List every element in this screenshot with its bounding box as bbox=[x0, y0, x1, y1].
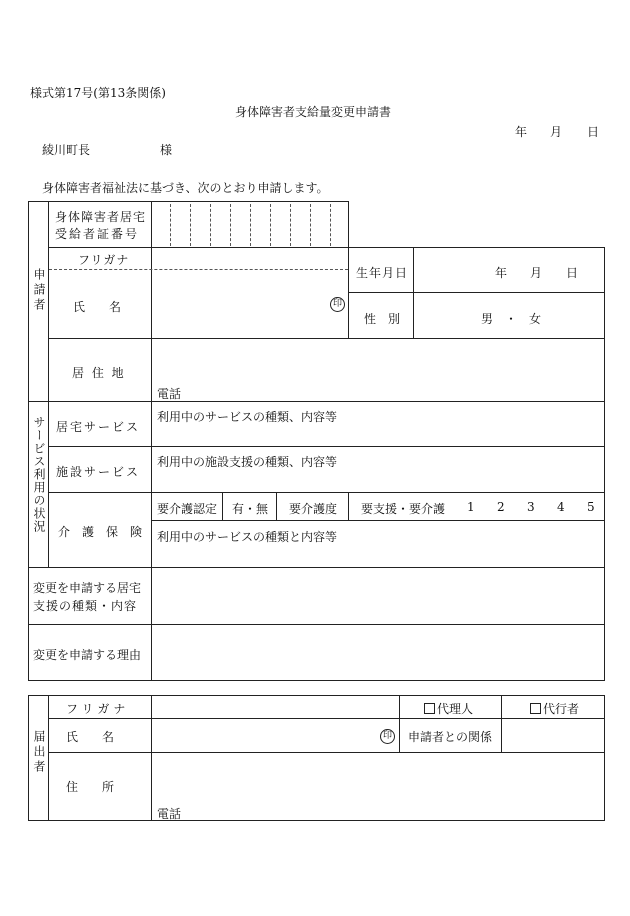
sex-options[interactable]: 男 ・ 女 bbox=[481, 312, 542, 326]
notifier-address-label: 住 所 bbox=[66, 780, 115, 794]
notifier-seal-mark: 印 bbox=[380, 729, 395, 744]
date-year-label: 年 bbox=[515, 125, 528, 139]
birth-month-label: 月 bbox=[530, 266, 543, 280]
change-type-label-2: 支援の種類・内容 bbox=[33, 599, 138, 613]
cert-number-label-2: 受給者証番号 bbox=[55, 227, 140, 241]
agent-checkbox-box[interactable] bbox=[424, 703, 435, 714]
home-service-field[interactable] bbox=[152, 425, 604, 445]
applicant-section-label: 申請者 bbox=[32, 268, 46, 313]
form-title: 身体障害者支給量変更申請書 bbox=[235, 105, 392, 119]
date-month-label: 月 bbox=[550, 125, 563, 139]
birth-year-label: 年 bbox=[495, 266, 508, 280]
care-certification-options[interactable]: 有・無 bbox=[232, 502, 269, 516]
change-type-field[interactable] bbox=[152, 568, 604, 624]
form-number: 様式第17号(第13条関係) bbox=[30, 86, 166, 100]
support-care-label: 要支援・要介護 bbox=[361, 502, 446, 516]
date-day-label: 日 bbox=[587, 125, 600, 139]
facility-service-label: 施設サービス bbox=[56, 465, 141, 479]
birthdate-label: 生年月日 bbox=[356, 266, 409, 280]
change-reason-label: 変更を申請する理由 bbox=[33, 648, 142, 662]
notifier-address-field[interactable] bbox=[152, 753, 604, 801]
cert-number-label-1: 身体障害者居宅 bbox=[55, 210, 147, 224]
notifier-name-field[interactable] bbox=[152, 719, 399, 752]
applicant-furigana-field[interactable] bbox=[152, 248, 348, 269]
relation-label: 申請者との関係 bbox=[408, 730, 493, 744]
applicant-furigana-label: フリガナ bbox=[78, 253, 130, 267]
change-type-label-1: 変更を申請する居宅 bbox=[33, 581, 142, 595]
notifier-phone-label: 電話 bbox=[157, 807, 182, 821]
addressee-honorific: 様 bbox=[160, 143, 173, 157]
care-level-4[interactable]: 4 bbox=[557, 500, 565, 514]
applicant-phone-label: 電話 bbox=[157, 387, 182, 401]
notifier-name-label: 氏 名 bbox=[66, 730, 115, 744]
care-degree-label: 要介護度 bbox=[289, 502, 338, 516]
notifier-section-label: 届出者 bbox=[32, 730, 46, 775]
care-level-2[interactable]: 2 bbox=[497, 500, 505, 514]
addressee: 綾川町長 bbox=[42, 143, 91, 157]
intro-text: 身体障害者福祉法に基づき、次のとおり申請します。 bbox=[42, 181, 329, 195]
notifier-furigana-label: フリガナ bbox=[66, 702, 130, 716]
care-level-3[interactable]: 3 bbox=[527, 500, 535, 514]
facility-service-hint: 利用中の施設支援の種類、内容等 bbox=[157, 455, 338, 469]
home-service-hint: 利用中のサービスの種類、内容等 bbox=[157, 410, 338, 424]
care-level-5[interactable]: 5 bbox=[587, 500, 595, 514]
residence-label: 居 住 地 bbox=[72, 366, 126, 380]
home-service-label: 居宅サービス bbox=[56, 420, 141, 434]
care-insurance-label: 介 護 保 険 bbox=[58, 525, 143, 539]
applicant-name-field[interactable] bbox=[152, 270, 348, 338]
cert-number-field[interactable] bbox=[152, 202, 348, 247]
birth-day-label: 日 bbox=[566, 266, 579, 280]
proxy-checkbox-box[interactable] bbox=[530, 703, 541, 714]
service-section-label: サービス利用の状況 bbox=[32, 416, 46, 533]
proxy-checkbox[interactable]: 代行者 bbox=[530, 700, 579, 717]
care-service-field[interactable] bbox=[152, 545, 604, 566]
sex-label: 性 別 bbox=[364, 312, 401, 326]
relation-field[interactable] bbox=[502, 719, 604, 752]
agent-checkbox[interactable]: 代理人 bbox=[424, 700, 473, 717]
applicant-name-label: 氏 名 bbox=[73, 300, 122, 314]
residence-field[interactable] bbox=[152, 339, 604, 383]
notifier-furigana-field[interactable] bbox=[152, 696, 399, 718]
care-certification-label: 要介護認定 bbox=[157, 502, 218, 516]
change-reason-field[interactable] bbox=[152, 625, 604, 680]
care-level-1[interactable]: 1 bbox=[467, 500, 475, 514]
care-service-hint: 利用中のサービスの種類と内容等 bbox=[157, 530, 338, 544]
applicant-seal-mark: 印 bbox=[330, 297, 345, 312]
facility-service-field[interactable] bbox=[152, 470, 604, 491]
